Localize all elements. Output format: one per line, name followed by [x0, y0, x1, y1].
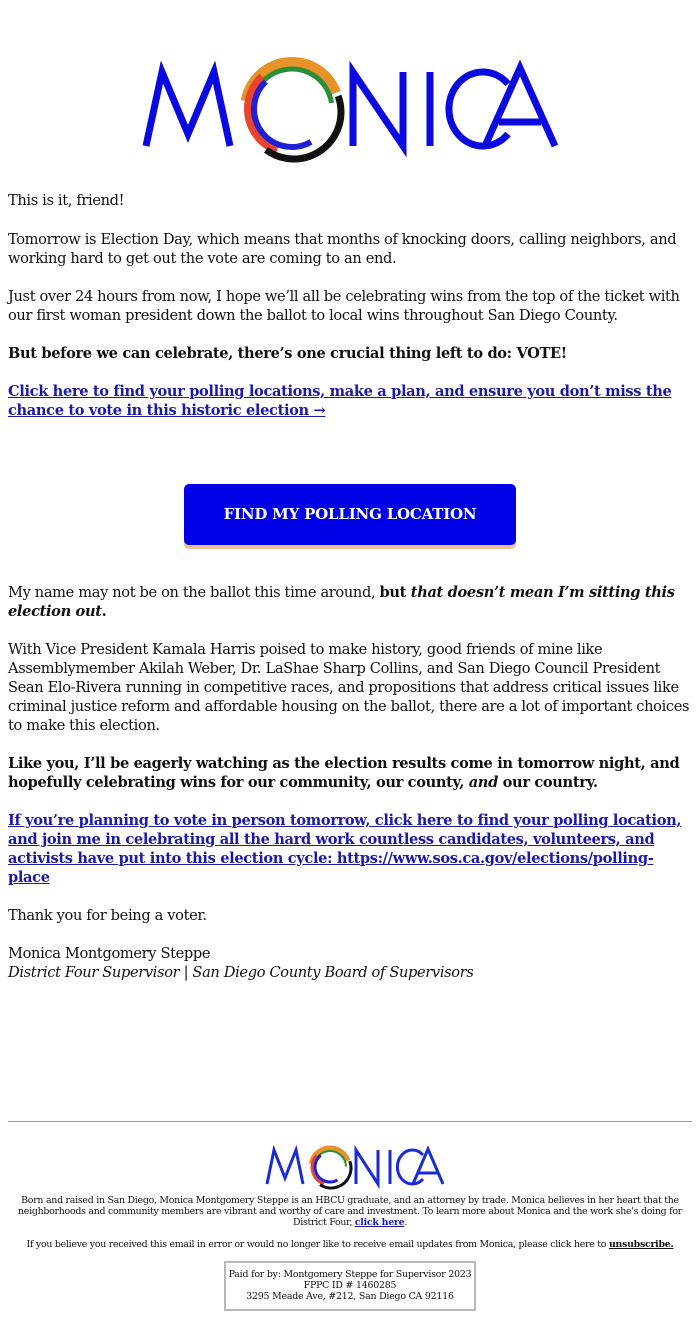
- footer-bio: Born and raised in San Diego, Monica Montgomery Steppe is an HBCU graduate, and an attorney by trade. Monica believes in her heart that the neighborhoods and community members are vibrant and worthy of care and investment. To learn more about Monica and the work she's doing for District Four, click here.: [18, 1195, 682, 1228]
- monica-logo: [140, 46, 560, 172]
- signature-title: District Four Supervisor | San Diego County Board of Supervisors: [8, 964, 474, 981]
- paragraph-vote-call: But before we can celebrate, there’s one crucial thing left to do: VOTE!: [8, 345, 567, 362]
- vote-in-person-link[interactable]: If you’re planning to vote in person tomorrow, click here to find your polling location, and join me in celebrating all the hard work countless candidates, volunteers, and activists have put into this election cycle: https://www.sos.ca.gov/elections/polling-place: [8, 812, 682, 886]
- greeting: This is it, friend!: [8, 192, 125, 209]
- paragraph-24-hours: Just over 24 hours from now, I hope we’ll all be celebrating wins from the top of the ticket with our first woman president down the ballot to local wins throughout San Diego County.: [8, 288, 680, 324]
- polling-locations-link[interactable]: Click here to find your polling locations, make a plan, and ensure you don’t miss the chance to vote in this historic election →: [8, 383, 672, 419]
- signature-name: Monica Montgomery Steppe: [8, 945, 211, 962]
- paragraph-candidates: With Vice President Kamala Harris poised to make history, good friends of mine like Assemblymember Akilah Weber, Dr. LaShae Sharp Collins, and San Diego Council President Sean Elo-Rivera running in competitive races, and propositions that address critical issues like criminal justice reform and affordable housing on the ballot, there are a lot of important choices to make this election.: [8, 641, 690, 734]
- footer-divider: [8, 1121, 692, 1122]
- paid-for-disclaimer: Paid for by: Montgomery Steppe for Supervisor 2023 FPPC ID # 1460285 3295 Meade Ave, #212, San Diego CA 92116: [224, 1261, 476, 1311]
- paragraph-not-on-ballot: My name may not be on the ballot this time around, but that doesn’t mean I’m sitting this election out.: [8, 584, 675, 620]
- find-polling-location-button[interactable]: FIND MY POLLING LOCATION: [184, 484, 516, 545]
- paragraph-watching-results: Like you, I’ll be eagerly watching as the election results come in tomorrow night, and hopefully celebrating wins for our community, our county, and our country.: [8, 755, 680, 791]
- learn-more-link[interactable]: click here: [354, 1217, 405, 1228]
- footer-monica-logo: [263, 1140, 445, 1192]
- footer-logo-ring-icon: [305, 1142, 356, 1192]
- footer-unsubscribe-text: If you believe you received this email in error or would no longer like to receive email updates from Monica, please click here to unsubscribe.: [26, 1239, 674, 1250]
- unsubscribe-link[interactable]: unsubscribe.: [608, 1239, 674, 1250]
- logo-ring-icon: [234, 52, 354, 172]
- paragraph-election-day: Tomorrow is Election Day, which means that months of knocking doors, calling neighbors, and working hard to get out the vote are coming to an end.: [8, 231, 677, 267]
- thanks-line: Thank you for being a voter.: [8, 907, 207, 924]
